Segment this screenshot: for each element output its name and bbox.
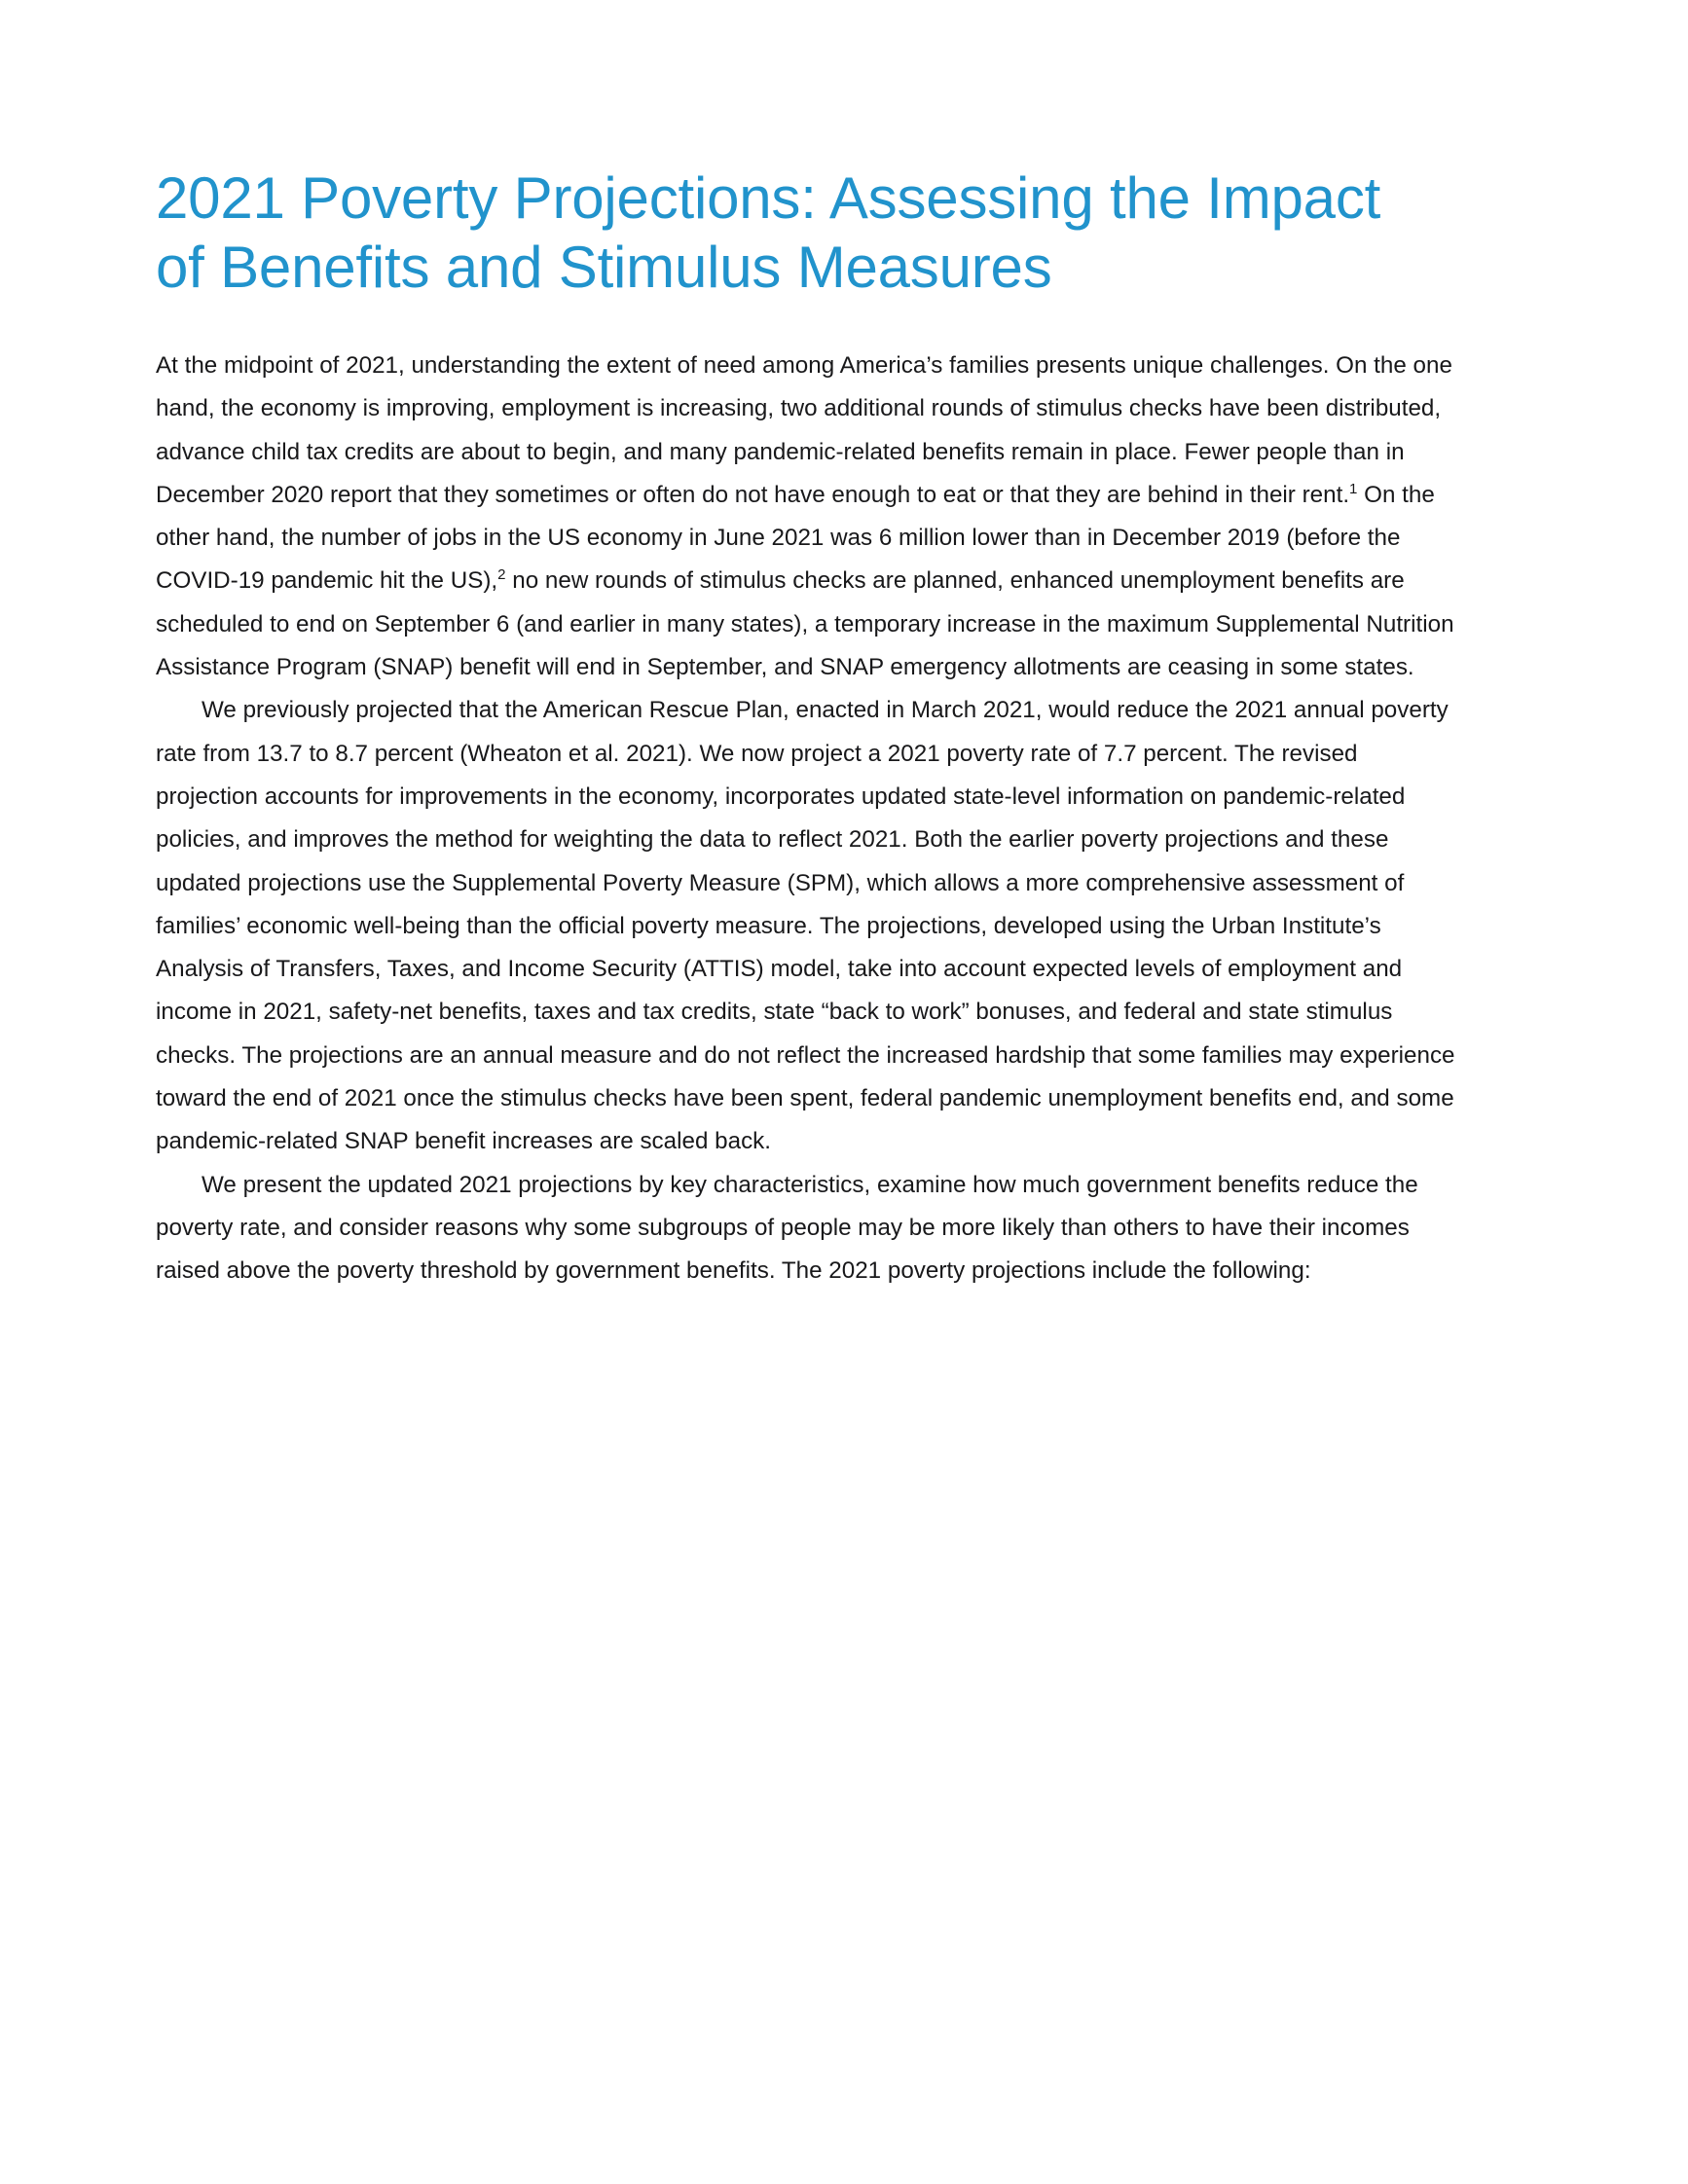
document-body — [156, 345, 1465, 1293]
page-content-column — [156, 0, 1465, 1293]
footnote-marker[interactable]: 2 — [497, 566, 506, 584]
paragraph-overview — [156, 1164, 1465, 1293]
paragraph-intro — [156, 345, 1465, 689]
paragraph-text-run: We previously projected that the American Rescue Plan, enacted in March 2021, would reduce the 2021 annual poverty rate from 13.7 to 8.7 percent (Wheaton et al. 2021). We now project a 2021 poverty rate of 7.7 percent. The revised projection accounts for improvements in the economy, incorporates updated state-level information on pandemic-related policies, and improves the method for weighting the data to reflect 2021. Both the earlier poverty projections and these updated projections use the Supplemental Poverty Measure (SPM), which allows a more comprehensive assessment of families’ economic well-being than the official poverty measure. The projections, developed using the Urban Institute’s Analysis of Transfers, Taxes, and Income Security (ATTIS) model, take into account expected levels of employment and income in 2021, safety-net benefits, taxes and tax credits, state “back to work” bonuses, and federal and state stimulus checks. The projections are an annual measure and do not reflect the increased hardship that some families may experience toward the end of 2021 once the stimulus checks have been spent, federal pandemic unemployment benefits end, and some pandemic-related SNAP benefit increases are scaled back. — [156, 697, 1455, 1155]
paragraph-text-run: At the midpoint of 2021, understanding the extent of need among America’s families presents unique challenges. On the one hand, the economy is improving, employment is increasing, two additional rounds of stimulus checks have been distributed, advance child tax credits are about to begin, and many pandemic-related benefits remain in place. Fewer people than in December 2020 report that they sometimes or often do not have enough to eat or that they are behind in their rent. — [156, 352, 1452, 508]
paragraph-text-run: On the other hand, the number of jobs in the US economy in June 2021 was 6 million lower than in December 2019 (before the COVID-19 pandemic hit the US), — [156, 481, 1435, 595]
footnote-marker[interactable]: 1 — [1349, 480, 1358, 497]
paragraph-projections — [156, 689, 1465, 1163]
paragraph-text-run: We present the updated 2021 projections by key characteristics, examine how much government benefits reduce the poverty rate, and consider reasons why some subgroups of people may be more likely than others to have their incomes raised above the poverty threshold by government benefits. The 2021 poverty projections include the following: — [156, 1171, 1418, 1285]
paragraph-text-run: no new rounds of stimulus checks are planned, enhanced unemployment benefits are scheduled to end on September 6 (and earlier in many states), a temporary increase in the maximum Supplemental Nutrition Assistance Program (SNAP) benefit will end in September, and SNAP emergency allotments are ceasing in some states. — [156, 567, 1454, 681]
page-title: 2021 Poverty Projections: Assessing the Impact of Benefits and Stimulus Measures — [156, 165, 1381, 300]
